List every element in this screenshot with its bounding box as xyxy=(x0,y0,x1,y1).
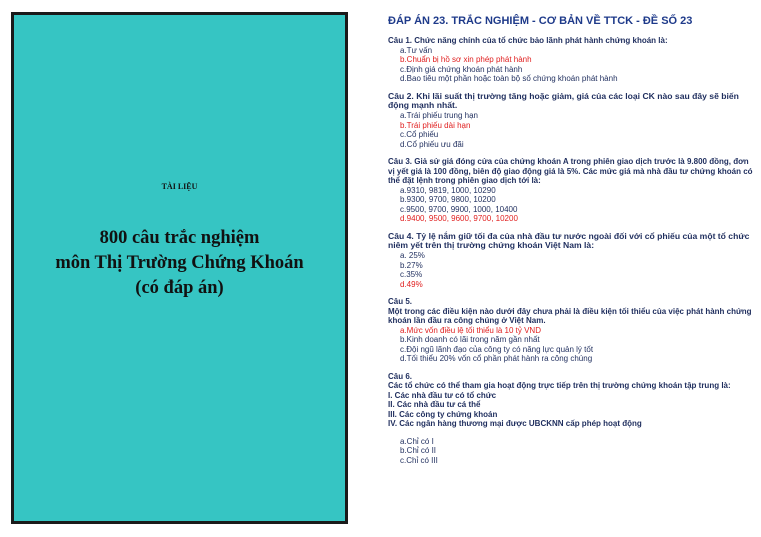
answer-sheet-heading: ĐÁP ÁN 23. TRẮC NGHIỆM - CƠ BẢN VỀ TTCK - ĐỀ SỐ 23 xyxy=(388,15,693,27)
answer-option: b.Chỉ có II xyxy=(400,446,437,456)
question-label: Câu 6. xyxy=(388,371,413,381)
statement: II. Các nhà đầu tư cá thể xyxy=(388,400,481,410)
answer-option: a.Chỉ có I xyxy=(400,436,434,446)
answer-option: d.Cổ phiếu ưu đãi xyxy=(400,139,464,149)
book-cover xyxy=(11,12,348,524)
answer-option-correct: d.9400, 9500, 9600, 9700, 10200 xyxy=(400,214,518,224)
question-1 xyxy=(388,36,754,84)
question-text xyxy=(388,232,754,252)
answer-option: d.Tối thiểu 20% vốn cổ phần phát hành ra công chúng xyxy=(400,354,593,364)
question-label: Câu 2. xyxy=(388,90,414,101)
answer-option: b.Kinh doanh có lãi trong năm gần nhất xyxy=(400,335,540,345)
cover-title-line: (có đáp án) xyxy=(135,278,224,298)
cover-tag: TÀI LIỆU xyxy=(161,182,198,191)
answer-option-correct: a.Mức vốn điều lệ tối thiểu là 10 tỷ VND xyxy=(400,325,541,335)
question-text: Câu 3. Giả sử giá đóng cửa của chứng khoán A trong phiên giao dịch trước là 9.800 đồng, đơn vị yết giá là 100 đồng, biên độ giao động giá là 5%. Các mức giá mà nhà đầu tư chứng khoán có thể đặt lệnh trong phiên giao dịch tới là: xyxy=(388,157,753,186)
answer-option: c.35% xyxy=(400,270,423,280)
question-label: Câu 5. xyxy=(388,297,413,307)
answer-option: a.Tư vấn xyxy=(400,45,433,55)
cover-title xyxy=(14,226,345,301)
answer-option: b.9300, 9700, 9800, 10200 xyxy=(400,195,496,205)
answer-option-correct: d.49% xyxy=(400,279,423,289)
answer-option: c.Cổ phiếu xyxy=(400,130,439,140)
question-label: Câu 4. xyxy=(388,230,414,241)
cover-title-line: môn Thị Trường Chứng Khoán xyxy=(55,253,304,273)
question-4 xyxy=(388,232,754,290)
question-text xyxy=(388,92,754,112)
statement: III. Các công ty chứng khoán xyxy=(388,409,498,419)
question-body: Tỷ lệ nắm giữ tối đa của nhà đầu tư nước ngoài đối với cổ phiếu của một tổ chức niêm yết trên thị trường chứng khoán Việt Nam là: xyxy=(388,230,750,251)
question-body: Khi lãi suất thị trường tăng hoặc giảm, giá của các loại CK nào sau đây sẽ biến động mạnh nhất. xyxy=(388,90,739,111)
question-text: Các tổ chức có thể tham gia hoạt động trực tiếp trên thị trường chứng khoán tập trung là: xyxy=(388,381,731,391)
question-text: Câu 1. Chức năng chính của tổ chức bảo lãnh phát hành chứng khoán là: xyxy=(388,36,668,45)
answer-option-correct: b.Chuẩn bị hồ sơ xin phép phát hành xyxy=(400,55,532,64)
question-5 xyxy=(388,297,754,364)
answer-option: c.Chỉ có III xyxy=(400,455,438,465)
statement: I. Các nhà đầu tư có tổ chức xyxy=(388,390,497,400)
question-6 xyxy=(388,372,754,466)
answer-sheet xyxy=(388,14,754,465)
answer-option: a.9310, 9819, 1000, 10290 xyxy=(400,185,496,195)
answer-option: b.27% xyxy=(400,260,423,270)
question-text: Một trong các điều kiện nào dưới đây chưa phải là điều kiện tối thiểu của việc phát hành chứng khoán lần đầu ra công chúng ở Việt Nam. xyxy=(388,306,752,326)
answer-option: a. 25% xyxy=(400,251,425,261)
cover-title-line: 800 câu trắc nghiệm xyxy=(99,228,260,248)
question-2 xyxy=(388,92,754,150)
statement: IV. Các ngân hàng thương mại được UBCKNN cấp phép hoạt động xyxy=(388,419,642,429)
spacer xyxy=(388,429,754,437)
answer-option-correct: b.Trái phiếu dài hạn xyxy=(400,120,471,130)
answer-option: c.Định giá chứng khoán phát hành xyxy=(400,64,523,74)
answer-option: a.Trái phiếu trung hạn xyxy=(400,111,478,121)
question-3 xyxy=(388,157,754,224)
answer-option: d.Bao tiêu một phần hoặc toàn bộ số chứng khoán phát hành xyxy=(400,74,618,83)
answer-option: c.Đội ngũ lãnh đạo của công ty có năng lực quản lý tốt xyxy=(400,344,594,354)
answer-option: c.9500, 9700, 9900, 1000, 10400 xyxy=(400,204,518,214)
